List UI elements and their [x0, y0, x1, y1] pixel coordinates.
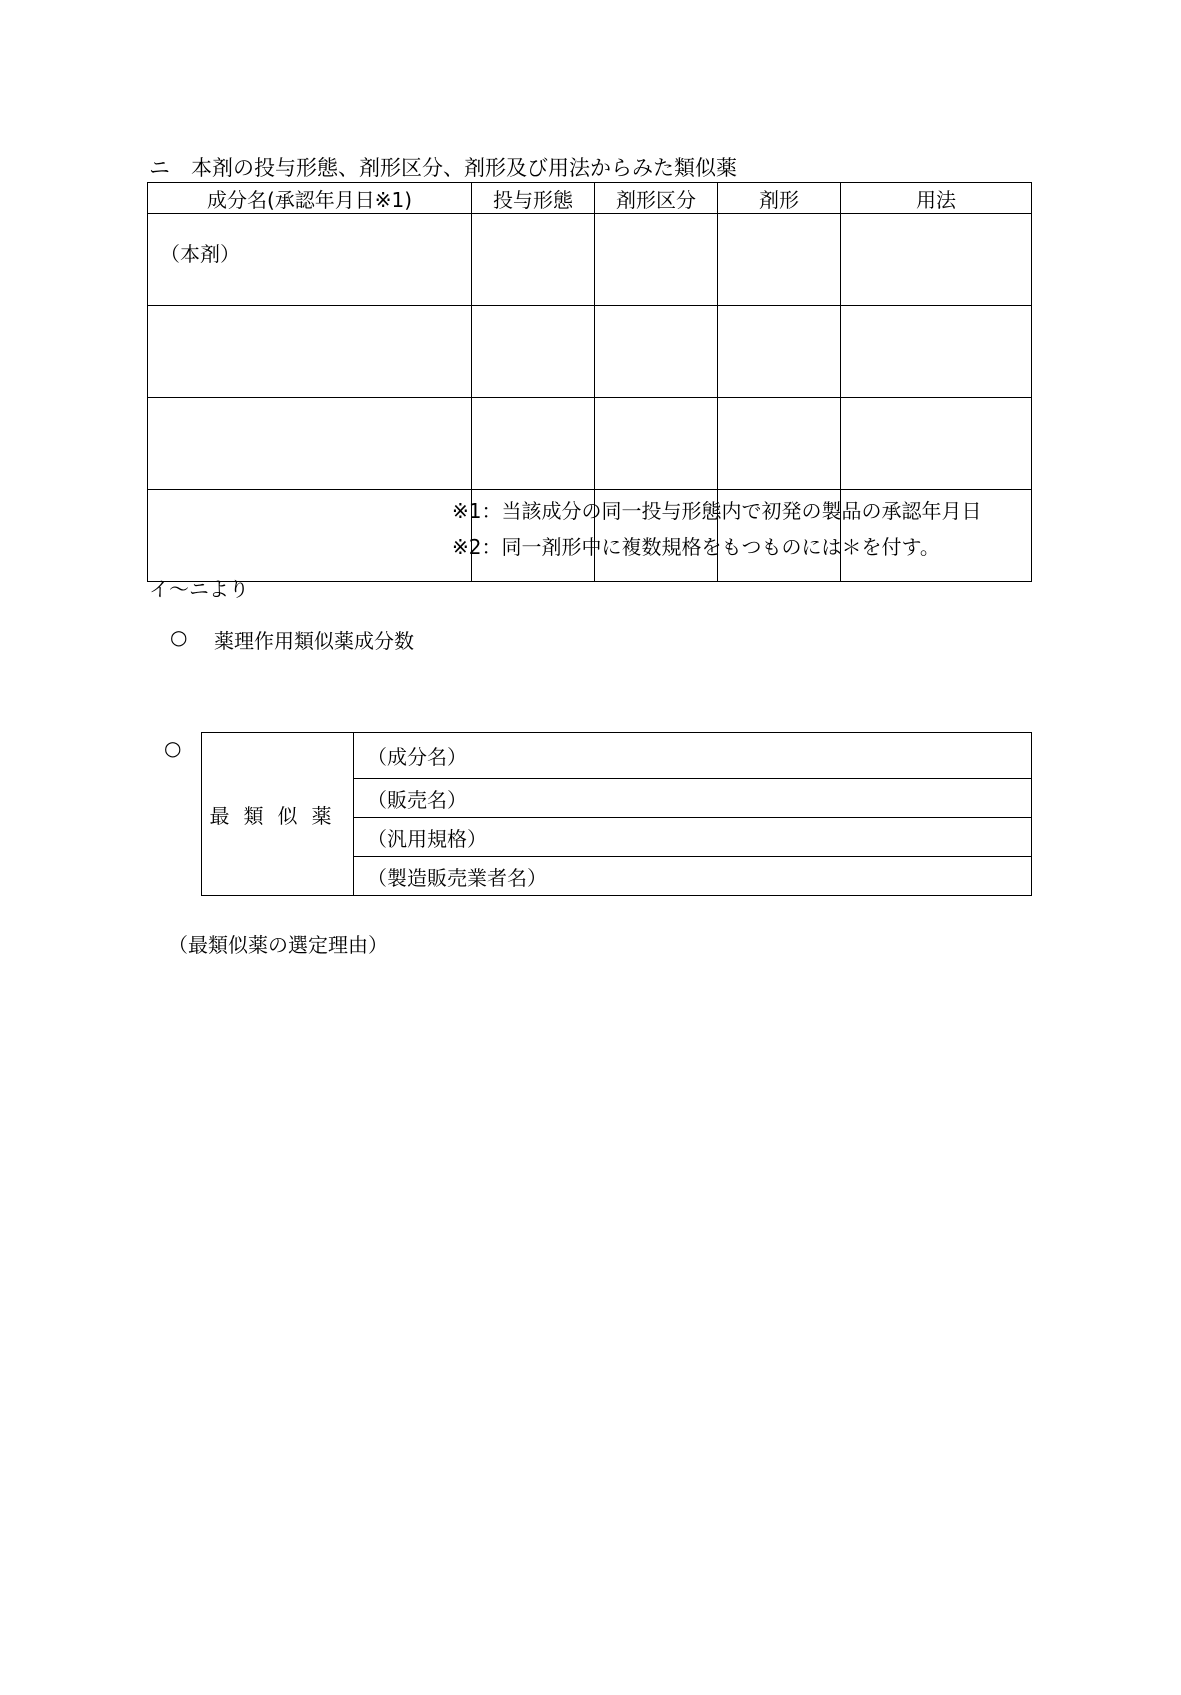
- table-cell[interactable]: [595, 306, 718, 398]
- summary-intro: イ～ニより: [149, 577, 249, 601]
- circle-bullet-icon: ○: [164, 736, 182, 760]
- circle-bullet-icon: ○: [170, 625, 188, 649]
- table-cell[interactable]: [595, 214, 718, 306]
- table-header-row: [148, 183, 1032, 214]
- column-header-ingredient: 成分名(承認年月日※1): [148, 183, 472, 214]
- table-cell[interactable]: [148, 398, 472, 490]
- column-header-administration-form: 投与形態: [472, 183, 595, 214]
- column-header-dosage-category: 剤形区分: [595, 183, 718, 214]
- standard-spec-field[interactable]: （汎用規格）: [354, 818, 1032, 857]
- table-cell[interactable]: [718, 398, 841, 490]
- table-cell[interactable]: [148, 490, 472, 582]
- brand-name-field[interactable]: （販売名）: [354, 779, 1032, 818]
- manufacturer-name-field[interactable]: （製造販売業者名）: [354, 857, 1032, 896]
- pharmacological-count-label: 薬理作用類似薬成分数: [214, 629, 414, 653]
- table-cell[interactable]: [841, 306, 1032, 398]
- closest-similar-drug-table: [201, 732, 1032, 896]
- ingredient-name-field[interactable]: （成分名）: [354, 733, 1032, 779]
- table-cell[interactable]: [841, 398, 1032, 490]
- table-row: [148, 306, 1032, 398]
- table-cell[interactable]: [472, 306, 595, 398]
- table-cell[interactable]: [718, 214, 841, 306]
- table-cell[interactable]: [595, 398, 718, 490]
- table-row: [202, 733, 1032, 779]
- table-cell[interactable]: （本剤）: [148, 214, 472, 306]
- footnote-1: ※1：当該成分の同一投与形態内で初発の製品の承認年月日: [452, 499, 982, 523]
- selection-reason-label: （最類似薬の選定理由）: [168, 933, 388, 957]
- table-cell[interactable]: [718, 306, 841, 398]
- table-row: [148, 214, 1032, 306]
- table-cell[interactable]: [472, 214, 595, 306]
- section-heading: ニ 本剤の投与形態、剤形区分、剤形及び用法からみた類似薬: [149, 156, 737, 180]
- column-header-usage: 用法: [841, 183, 1032, 214]
- column-header-dosage-form: 剤形: [718, 183, 841, 214]
- closest-similar-drug-header: 最類似薬: [202, 733, 354, 896]
- table-row: [148, 398, 1032, 490]
- table-cell[interactable]: [841, 214, 1032, 306]
- footnote-2: ※2：同一剤形中に複数規格をもつものには＊を付す。: [452, 535, 940, 559]
- table-cell[interactable]: [148, 306, 472, 398]
- table-cell[interactable]: [472, 398, 595, 490]
